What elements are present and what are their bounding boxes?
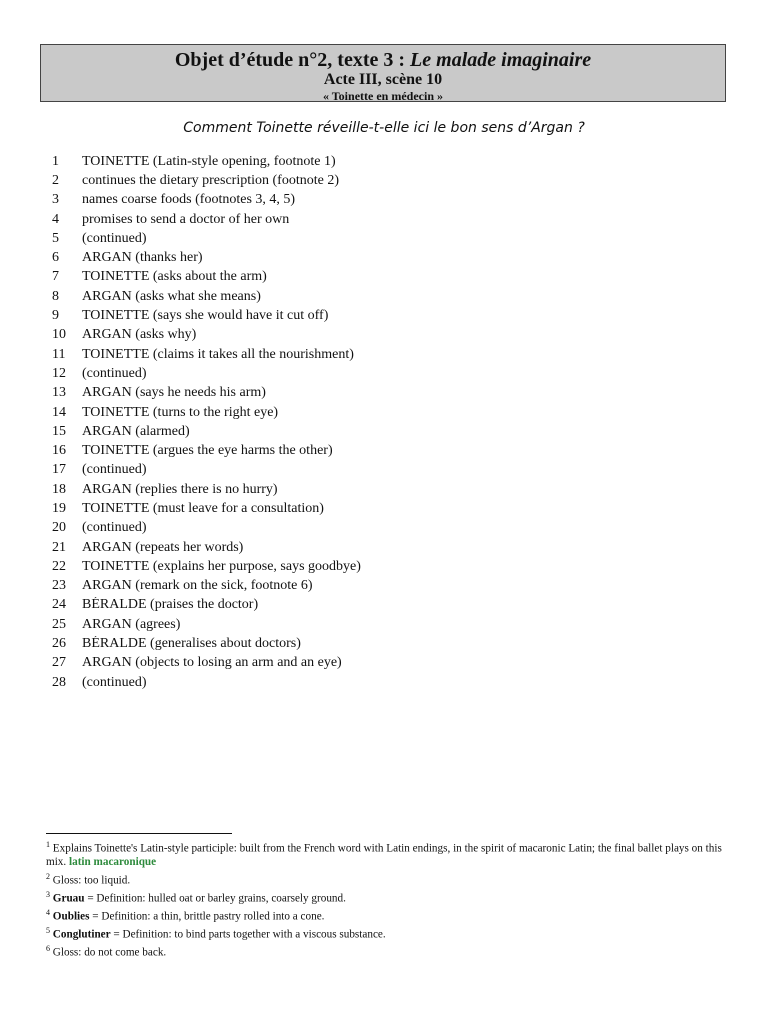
footnote-text: Definition: hulled oat or barley grains, coarsely ground. <box>96 892 346 905</box>
text-line <box>52 191 714 210</box>
footnote-text: Definition: to bind parts together with a viscous substance. <box>122 928 386 941</box>
text-line <box>52 210 714 229</box>
line-number: 21 <box>52 539 66 555</box>
footnote: $^4$ Oublies = Definition: a thin, brittle pastry rolled into a cone. <box>46 907 325 923</box>
line-text: (continued) <box>82 230 147 246</box>
line-number: 27 <box>52 655 66 671</box>
line-number: 8 <box>52 288 59 304</box>
line-number: 15 <box>52 423 66 439</box>
page-title <box>41 49 725 71</box>
line-text: TOINETTE (asks about the arm) <box>82 269 267 285</box>
line-number: 6 <box>52 250 59 266</box>
text-line <box>52 152 714 171</box>
line-text: names coarse foods (footnotes 3, 4, 5) <box>82 192 296 208</box>
footnote: $^3$ Gruau = Definition: hulled oat or barley grains, coarsely ground. <box>46 889 346 905</box>
text-line <box>52 480 714 499</box>
text-line <box>52 461 714 480</box>
text-line <box>52 364 714 383</box>
line-number: 22 <box>52 558 66 574</box>
line-text: ARGAN (says he needs his arm) <box>82 385 266 401</box>
title-work: Le malade imaginaire <box>410 49 592 71</box>
line-number: 10 <box>52 327 66 343</box>
line-text: TOINETTE (claims it takes all the nourishment) <box>82 346 354 362</box>
text-line <box>52 577 714 596</box>
text-line <box>52 306 714 325</box>
footnote-term: Conglutiner <box>52 928 111 941</box>
line-number: 18 <box>52 481 66 497</box>
footnote-number: 3 <box>46 889 50 899</box>
line-number: 24 <box>52 597 66 613</box>
line-number: 7 <box>52 269 59 285</box>
footnote-number: 2 <box>46 871 50 881</box>
line-text: continues the dietary prescription (footnote 2) <box>82 172 339 188</box>
text-line <box>52 654 714 673</box>
line-text: ARGAN (asks why) <box>82 327 197 343</box>
text-line <box>52 248 714 267</box>
text-line <box>52 673 714 692</box>
text-line <box>52 345 714 364</box>
text-line <box>52 596 714 615</box>
line-number: 5 <box>52 230 59 246</box>
line-text: ARGAN (asks what she means) <box>82 288 261 304</box>
footnotes <box>46 838 722 960</box>
line-number: 14 <box>52 404 66 420</box>
act-scene: Acte III, scène 10 <box>323 71 443 88</box>
footnote-text: Gloss: too liquid. <box>52 874 131 887</box>
line-number: 25 <box>52 616 66 632</box>
line-number: 19 <box>52 500 66 516</box>
footnote-number: 6 <box>46 944 50 954</box>
footnote <box>46 870 722 888</box>
text-line <box>52 326 714 345</box>
line-text: ARGAN (agrees) <box>82 616 181 632</box>
text-line <box>52 519 714 538</box>
line-number: 26 <box>52 636 66 652</box>
footnote-text: Gloss: do not come back. <box>52 946 167 959</box>
line-number: 9 <box>52 308 59 324</box>
title-prefix: Objet d’étude n°2, texte 3 : <box>174 49 406 71</box>
study-question: Comment Toinette réveille-t-elle ici le bon sens d’Argan ? <box>183 120 585 136</box>
line-text: TOINETTE (explains her purpose, says goodbye) <box>82 558 361 574</box>
header-box <box>40 44 726 102</box>
footnote: $^5$ Conglutiner = Definition: to bind parts together with a viscous substance. <box>46 925 386 941</box>
footnote-link[interactable]: latin macaronique <box>69 856 157 869</box>
scene-subtitle: « Toinette en médecin » <box>323 89 443 103</box>
footnote-term: Gruau <box>52 892 85 905</box>
line-text: BÉRALDE (generalises about doctors) <box>82 636 301 652</box>
footnote-number: 5 <box>46 925 50 935</box>
footnote-term: Oublies <box>52 910 90 923</box>
line-text: ARGAN (replies there is no hurry) <box>82 481 278 497</box>
line-text: TOINETTE (says she would have it cut off) <box>82 308 329 324</box>
text-line <box>52 441 714 460</box>
line-number: 17 <box>52 462 66 478</box>
line-text: TOINETTE (argues the eye harms the other) <box>82 443 333 459</box>
line-number: 16 <box>52 443 66 459</box>
text-line <box>52 538 714 557</box>
line-text: promises to send a doctor of her own <box>82 211 290 227</box>
line-text: TOINETTE (must leave for a consultation) <box>82 500 324 516</box>
text-line <box>52 557 714 576</box>
line-text: ARGAN (repeats her words) <box>82 539 244 555</box>
text-line <box>52 229 714 248</box>
line-number: 28 <box>52 674 66 690</box>
text-lines <box>52 152 714 692</box>
text-line <box>52 422 714 441</box>
text-line <box>52 403 714 422</box>
line-number: 11 <box>52 346 66 362</box>
line-text: BÉRALDE (praises the doctor) <box>82 597 259 613</box>
footnote-number: 1 <box>46 840 50 849</box>
line-text: (continued) <box>82 674 147 690</box>
line-number: 20 <box>52 520 66 536</box>
line-text: TOINETTE (Latin-style opening, footnote 1) <box>82 153 336 169</box>
text-line <box>52 499 714 518</box>
footnote <box>46 838 722 870</box>
line-text: ARGAN (thanks her) <box>82 250 203 266</box>
footnote-text: Definition: a thin, brittle pastry rolled into a cone. <box>101 910 325 923</box>
text-line <box>52 384 714 403</box>
line-number: 13 <box>52 385 66 401</box>
line-text: (continued) <box>82 462 147 478</box>
line-text: (continued) <box>82 365 147 381</box>
line-text: ARGAN (objects to losing an arm and an eye) <box>82 655 342 671</box>
line-text: ARGAN (remark on the sick, footnote 6) <box>82 578 313 594</box>
line-text: (continued) <box>82 520 147 536</box>
line-number: 4 <box>52 211 59 227</box>
text-line <box>52 634 714 653</box>
footnote-text: Explains Toinette's Latin-style participle: built from the French word with Latin endings, in the spirit of macaronic Latin; the final ballet plays on this mix. <box>46 842 722 869</box>
footnote-number: 4 <box>46 907 50 917</box>
line-number: 12 <box>52 365 66 381</box>
line-text: TOINETTE (turns to the right eye) <box>82 404 279 420</box>
text-line <box>52 268 714 287</box>
line-number: 2 <box>52 172 59 188</box>
footnote-divider <box>46 833 232 834</box>
text-line <box>52 287 714 306</box>
footnote <box>46 942 722 960</box>
line-number: 3 <box>52 192 59 208</box>
line-number: 23 <box>52 578 66 594</box>
text-line <box>52 171 714 190</box>
text-line <box>52 615 714 634</box>
line-number: 1 <box>52 153 59 169</box>
line-text: ARGAN (alarmed) <box>82 423 190 439</box>
